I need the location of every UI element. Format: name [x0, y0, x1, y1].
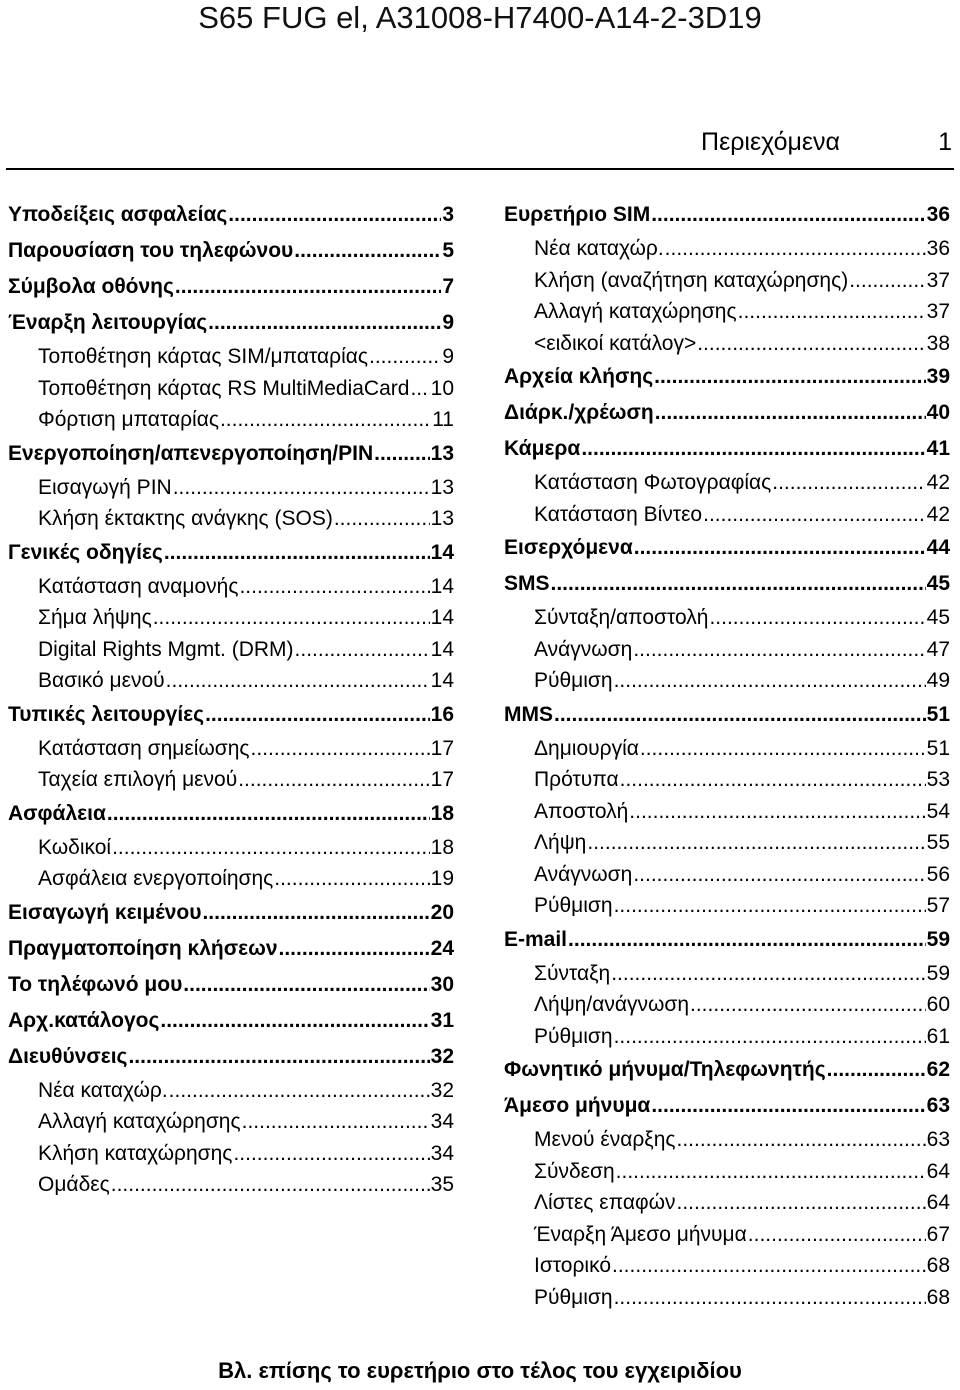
toc-section-entry[interactable]: [504, 1282, 950, 1314]
toc-entry-page: 16: [430, 702, 454, 726]
toc-entry-page: 44: [926, 536, 950, 559]
toc-entry-label: Κωδικοί: [38, 835, 112, 859]
toc-dot-leader: [655, 395, 926, 431]
toc-entry-page: 32: [430, 1044, 454, 1068]
toc-chapter-entry[interactable]: [8, 895, 454, 931]
toc-entry-page: 60: [926, 993, 950, 1016]
toc-entry-page: 47: [926, 637, 950, 661]
toc-entry-label: Αποστολή: [534, 799, 629, 823]
toc-dot-leader: [160, 1003, 429, 1039]
toc-entry-label: Ενεργοποίηση/απενεργοποίηση/PIN: [8, 441, 374, 465]
toc-entry-label: Ευρετήριο SIM: [504, 203, 651, 226]
toc-dot-leader: [620, 764, 926, 796]
toc-dot-leader: [651, 197, 925, 233]
toc-section-entry[interactable]: [504, 1187, 950, 1219]
toc-dot-leader: [849, 265, 925, 297]
toc-section-entry[interactable]: [504, 665, 950, 697]
toc-dot-leader: [568, 922, 926, 958]
toc-dot-leader: [294, 233, 441, 269]
toc-entry-label: Κλήση έκτακτης ανάγκης (SOS): [38, 507, 333, 530]
toc-entry-page: 42: [926, 502, 950, 526]
toc-entry-label: Νέα καταχώρ.: [38, 1078, 168, 1102]
toc-section-entry[interactable]: [504, 827, 950, 859]
toc-entry-page: 53: [926, 768, 950, 791]
toc-chapter-entry[interactable]: [8, 1003, 454, 1039]
toc-entry-page: 59: [926, 961, 950, 985]
toc-dot-leader: [587, 827, 925, 859]
toc-entry-label: Ρύθμιση: [534, 669, 613, 692]
toc-entry-page: 14: [430, 606, 454, 629]
toc-chapter-entry[interactable]: [504, 359, 950, 395]
toc-entry-label: Άμεσο μήνυμα: [504, 1094, 651, 1117]
toc-dot-leader: [629, 796, 925, 828]
toc-entry-page: 9: [442, 345, 454, 368]
toc-section-entry[interactable]: [8, 733, 454, 765]
toc-entry-page: 19: [430, 867, 454, 890]
toc-section-entry[interactable]: [8, 404, 454, 436]
toc-chapter-entry[interactable]: [8, 796, 454, 832]
toc-dot-leader: [208, 305, 441, 341]
toc-section-entry[interactable]: [8, 1075, 454, 1107]
header-divider: [6, 168, 954, 170]
toc-section-entry[interactable]: [504, 733, 950, 765]
toc-dot-leader: [334, 503, 430, 535]
toc-dot-leader: [175, 269, 441, 305]
toc-entry-label: Κατάσταση Φωτογραφίας: [534, 471, 772, 494]
toc-entry-label: Ομάδες: [38, 1173, 110, 1196]
toc-entry-label: <ειδικοί κατάλογ>: [534, 331, 697, 355]
toc-chapter-entry[interactable]: [8, 967, 454, 1003]
toc-entry-label: Διευθύνσεις: [8, 1044, 128, 1068]
toc-entry-label: Κατάσταση αναμονής: [38, 574, 239, 598]
toc-entry-label: Λίστες επαφών: [534, 1191, 676, 1214]
toc-dot-leader: [295, 634, 430, 666]
toc-section-entry[interactable]: [8, 863, 454, 895]
toc-dot-leader: [612, 1250, 926, 1282]
toc-dot-leader: [614, 890, 926, 922]
toc-dot-leader: [202, 895, 429, 931]
toc-entry-label: Τυπικές λειτουργίες: [8, 702, 205, 726]
toc-section-entry[interactable]: [8, 1169, 454, 1201]
page-number: 1: [938, 128, 952, 156]
toc-dot-leader: [651, 1088, 925, 1124]
toc-entry-label: Βασικό μενού: [38, 669, 165, 692]
toc-entry-page: 36: [926, 203, 950, 226]
toc-section-entry[interactable]: [8, 341, 454, 373]
toc-entry-page: 10: [430, 376, 454, 400]
toc-dot-leader: [772, 467, 925, 499]
toc-dot-leader: [633, 859, 925, 891]
toc-section-entry[interactable]: [504, 265, 950, 297]
toc-entry-label: Πραγματοποίηση κλήσεων: [8, 936, 278, 960]
toc-entry-page: 56: [926, 862, 950, 886]
toc-entry-page: 17: [430, 768, 454, 791]
toc-entry-page: 13: [430, 475, 454, 499]
toc-entry-page: 61: [926, 1024, 950, 1048]
toc-dot-leader: [654, 359, 926, 395]
toc-entry-page: 64: [926, 1159, 950, 1183]
toc-entry-label: Αλλαγή καταχώρησης: [534, 300, 737, 323]
toc-entry-label: Σύνδεση: [534, 1159, 615, 1183]
toc-entry-label: Δημιουργία: [534, 736, 639, 760]
toc-entry-page: 63: [926, 1128, 950, 1151]
toc-entry-page: 13: [430, 507, 454, 530]
toc-dot-leader: [279, 931, 430, 967]
toc-dot-leader: [633, 634, 925, 666]
toc-section-entry[interactable]: [8, 1106, 454, 1138]
toc-section-entry[interactable]: [8, 832, 454, 864]
toc-chapter-entry[interactable]: [504, 431, 950, 467]
toc-dot-leader: [634, 530, 926, 566]
toc-chapter-entry[interactable]: [8, 197, 454, 233]
toc-entry-page: 38: [926, 331, 950, 355]
toc-chapter-entry[interactable]: [8, 535, 454, 571]
toc-entry-label: Τοποθέτηση κάρτας SIM/μπαταρίας: [38, 345, 369, 368]
toc-entry-label: Αλλαγή καταχώρησης: [38, 1110, 241, 1133]
toc-chapter-entry[interactable]: [8, 1039, 454, 1075]
toc-entry-label: Αρχ.κατάλογος: [8, 1008, 160, 1032]
toc-dot-leader: [611, 958, 925, 990]
toc-section-entry[interactable]: [504, 296, 950, 328]
toc-entry-label: SMS: [504, 572, 550, 595]
toc-entry-label: Ιστορικό: [534, 1254, 612, 1277]
toc-dot-leader: [677, 1124, 926, 1156]
toc-entry-label: Σήμα λήψης: [38, 606, 152, 629]
toc-entry-page: 55: [926, 831, 950, 854]
toc-entry-page: 59: [926, 927, 950, 951]
toc-entry-label: Κατάσταση Βίντεο: [534, 502, 703, 526]
toc-entry-label: Ρύθμιση: [534, 1024, 613, 1048]
toc-entry-page: 67: [926, 1222, 950, 1246]
toc-entry-label: Έναρξη Άμεσο μήνυμα: [534, 1222, 747, 1246]
toc-section-entry[interactable]: [8, 503, 454, 535]
toc-entry-label: Έναρξη λειτουργίας: [8, 311, 208, 334]
toc-entry-label: Εισαγωγή PIN: [38, 475, 172, 499]
toc-entry-page: 36: [926, 237, 950, 260]
toc-entry-page: 3: [442, 203, 454, 226]
toc-dot-leader: [676, 1187, 925, 1219]
toc-section-entry[interactable]: [8, 472, 454, 504]
toc-left-column: [8, 197, 454, 1201]
toc-dot-leader: [112, 832, 430, 864]
toc-dot-leader: [738, 296, 926, 328]
toc-entry-page: 68: [926, 1254, 950, 1277]
toc-dot-leader: [274, 863, 429, 895]
toc-entry-page: 45: [926, 606, 950, 629]
toc-dot-leader: [251, 733, 430, 765]
toc-dot-leader: [614, 665, 926, 697]
toc-entry-label: Νέα καταχώρ.: [534, 237, 664, 260]
toc-chapter-entry[interactable]: [504, 922, 950, 958]
toc-entry-label: E-mail: [504, 927, 568, 951]
toc-chapter-entry[interactable]: [504, 1052, 950, 1088]
toc-entry-label: Κάμερα: [504, 437, 581, 460]
toc-entry-page: 63: [926, 1094, 950, 1117]
toc-entry-page: 68: [926, 1285, 950, 1309]
toc-entry-label: Ασφάλεια ενεργοποίησης: [38, 867, 274, 890]
toc-entry-label: Σύνταξη: [534, 961, 611, 985]
toc-entry-page: 20: [430, 900, 454, 924]
toc-chapter-entry[interactable]: [504, 566, 950, 602]
toc-entry-page: 7: [442, 275, 454, 298]
toc-section-entry[interactable]: [504, 467, 950, 499]
toc-section-entry[interactable]: [504, 1250, 950, 1282]
toc-dot-leader: [554, 697, 926, 733]
toc-entry-page: 14: [430, 540, 454, 564]
toc-dot-leader: [239, 571, 429, 603]
toc-section-entry[interactable]: [504, 989, 950, 1021]
toc-dot-leader: [153, 602, 430, 634]
toc-entry-label: Μενού έναρξης: [534, 1128, 676, 1151]
toc-chapter-entry[interactable]: [504, 530, 950, 566]
toc-dot-leader: [640, 733, 926, 765]
toc-entry-page: 24: [430, 936, 454, 960]
toc-entry-page: 45: [926, 572, 950, 595]
toc-entry-page: 37: [926, 300, 950, 323]
toc-section-entry[interactable]: [8, 602, 454, 634]
toc-entry-page: 34: [430, 1110, 454, 1133]
toc-entry-page: 13: [430, 441, 454, 465]
toc-entry-page: 57: [926, 894, 950, 917]
toc-entry-page: 62: [926, 1058, 950, 1081]
toc-dot-leader: [164, 535, 430, 571]
toc-dot-leader: [128, 1039, 429, 1075]
toc-entry-page: 5: [442, 239, 454, 262]
toc-entry-label: Ρύθμιση: [534, 1285, 613, 1309]
toc-entry-page: 40: [926, 401, 950, 424]
toc-entry-label: Πρότυπα: [534, 768, 619, 791]
toc-entry-page: 51: [926, 702, 950, 726]
toc-entry-page: 51: [926, 736, 950, 760]
toc-entry-page: 34: [430, 1141, 454, 1165]
toc-entry-page: 49: [926, 669, 950, 692]
toc-entry-label: Ασφάλεια: [8, 801, 106, 825]
toc-chapter-entry[interactable]: [504, 197, 950, 233]
toc-dot-leader: [107, 796, 430, 832]
toc-chapter-entry[interactable]: [8, 931, 454, 967]
footer-note: Βλ. επίσης το ευρετήριο στο τέλος του εγχειριδίου: [218, 1358, 742, 1383]
toc-section-entry[interactable]: [504, 499, 950, 531]
toc-section-entry[interactable]: [504, 634, 950, 666]
toc-entry-label: Λήψη/ανάγνωση: [534, 993, 690, 1016]
toc-dot-leader: [183, 967, 429, 1003]
toc-entry-page: 14: [430, 637, 454, 661]
toc-chapter-entry[interactable]: [8, 269, 454, 305]
toc-chapter-entry[interactable]: [504, 1088, 950, 1124]
toc-section-entry[interactable]: [504, 764, 950, 796]
toc-entry-page: 30: [430, 972, 454, 996]
toc-section-entry[interactable]: [504, 958, 950, 990]
toc-section-entry[interactable]: [504, 602, 950, 634]
toc-dot-leader: [616, 1156, 926, 1188]
toc-entry-page: 31: [430, 1008, 454, 1032]
toc-entry-page: 18: [430, 835, 454, 859]
toc-entry-page: 35: [430, 1173, 454, 1196]
toc-entry-page: 37: [926, 268, 950, 292]
toc-section-entry[interactable]: [8, 634, 454, 666]
toc-dot-leader: [709, 602, 925, 634]
document-id: S65 FUG el, A31008-H7400-A14-2-3D19: [198, 0, 762, 35]
toc-dot-leader: [166, 665, 430, 697]
toc-entry-label: Σύνταξη/αποστολή: [534, 606, 709, 629]
toc-dot-leader: [827, 1052, 926, 1088]
toc-entry-page: 32: [430, 1078, 454, 1102]
toc-chapter-entry[interactable]: [8, 697, 454, 733]
toc-entry-label: Διάρκ./χρέωση: [504, 401, 654, 424]
toc-entry-label: Φωνητικό μήνυμα/Τηλεφωνητής: [504, 1058, 826, 1081]
toc-dot-leader: [169, 1075, 430, 1107]
toc-entry-label: Κατάσταση σημείωσης: [38, 736, 250, 760]
toc-section-entry[interactable]: [504, 233, 950, 265]
toc-dot-leader: [238, 764, 429, 796]
toc-entry-label: Ταχεία επιλογή μενού: [38, 768, 238, 791]
toc-section-entry[interactable]: [504, 1219, 950, 1251]
toc-section-entry[interactable]: [504, 1021, 950, 1053]
toc-entry-label: Τοποθέτηση κάρτας RS MultiMediaCard: [38, 376, 410, 400]
toc-entry-label: Ανάγνωση: [534, 637, 633, 661]
toc-chapter-entry[interactable]: [504, 395, 950, 431]
toc-entry-page: 54: [926, 799, 950, 823]
toc-dot-leader: [374, 436, 430, 472]
toc-section-entry[interactable]: [8, 571, 454, 603]
toc-dot-leader: [173, 472, 430, 504]
toc-dot-leader: [748, 1219, 926, 1251]
toc-entry-label: Γενικές οδηγίες: [8, 540, 163, 564]
toc-dot-leader: [665, 233, 926, 265]
toc-dot-leader: [242, 1106, 430, 1138]
toc-dot-leader: [697, 328, 925, 360]
toc-dot-leader: [369, 341, 441, 373]
toc-section-entry[interactable]: [504, 796, 950, 828]
toc-section-entry[interactable]: [8, 373, 454, 405]
toc-dot-leader: [220, 404, 431, 436]
toc-entry-label: Ανάγνωση: [534, 862, 633, 886]
toc-entry-label: Εισερχόμενα: [504, 536, 633, 559]
toc-section-entry[interactable]: [504, 890, 950, 922]
toc-entry-page: 41: [926, 437, 950, 460]
toc-entry-label: Λήψη: [534, 831, 587, 854]
toc-entry-label: Κλήση (αναζήτηση καταχώρησης): [534, 268, 849, 292]
toc-entry-page: 14: [430, 669, 454, 692]
toc-section-entry[interactable]: [8, 1138, 454, 1170]
toc-dot-leader: [614, 1282, 926, 1314]
toc-section-entry[interactable]: [504, 1156, 950, 1188]
toc-entry-page: 11: [432, 408, 454, 431]
toc-entry-label: Ρύθμιση: [534, 894, 613, 917]
toc-dot-leader: [205, 697, 430, 733]
toc-right-column: [504, 197, 950, 1313]
toc-entry-label: Εισαγωγή κειμένου: [8, 900, 202, 924]
toc-dot-leader: [410, 373, 429, 405]
toc-entry-label: Το τηλέφωνό μου: [8, 972, 183, 996]
toc-dot-leader: [111, 1169, 430, 1201]
toc-chapter-entry[interactable]: [8, 436, 454, 472]
toc-dot-leader: [233, 1138, 429, 1170]
toc-entry-label: Αρχεία κλήσης: [504, 365, 654, 388]
toc-entry-page: 17: [430, 736, 454, 760]
toc-entry-page: 14: [430, 574, 454, 598]
toc-section-entry[interactable]: [504, 328, 950, 360]
toc-entry-page: 18: [430, 801, 454, 825]
toc-dot-leader: [703, 499, 926, 531]
toc-chapter-entry[interactable]: [504, 697, 950, 733]
toc-entry-page: 64: [926, 1191, 950, 1214]
toc-dot-leader: [581, 431, 925, 467]
toc-entry-label: Digital Rights Mgmt. (DRM): [38, 637, 294, 661]
toc-dot-leader: [614, 1021, 926, 1053]
toc-section-entry[interactable]: [504, 859, 950, 891]
toc-entry-label: Κλήση καταχώρησης: [38, 1141, 233, 1165]
toc-chapter-entry[interactable]: [8, 233, 454, 269]
toc-entry-page: 9: [442, 311, 454, 334]
toc-section-entry[interactable]: [8, 764, 454, 796]
page-header-title: Περιεχόμενα: [701, 128, 840, 156]
toc-entry-label: MMS: [504, 702, 553, 726]
toc-entry-page: 39: [926, 365, 950, 388]
toc-section-entry[interactable]: [504, 1124, 950, 1156]
toc-dot-leader: [551, 566, 926, 602]
toc-dot-leader: [690, 989, 926, 1021]
toc-entry-label: Υποδείξεις ασφαλείας: [8, 203, 228, 226]
toc-entry-label: Σύμβολα οθόνης: [8, 275, 174, 298]
toc-section-entry[interactable]: [8, 665, 454, 697]
toc-entry-page: 42: [926, 471, 950, 494]
toc-entry-label: Παρουσίαση του τηλεφώνου: [8, 239, 294, 262]
toc-dot-leader: [228, 197, 441, 233]
toc-chapter-entry[interactable]: [8, 305, 454, 341]
toc-entry-label: Φόρτιση μπαταρίας: [38, 408, 219, 431]
